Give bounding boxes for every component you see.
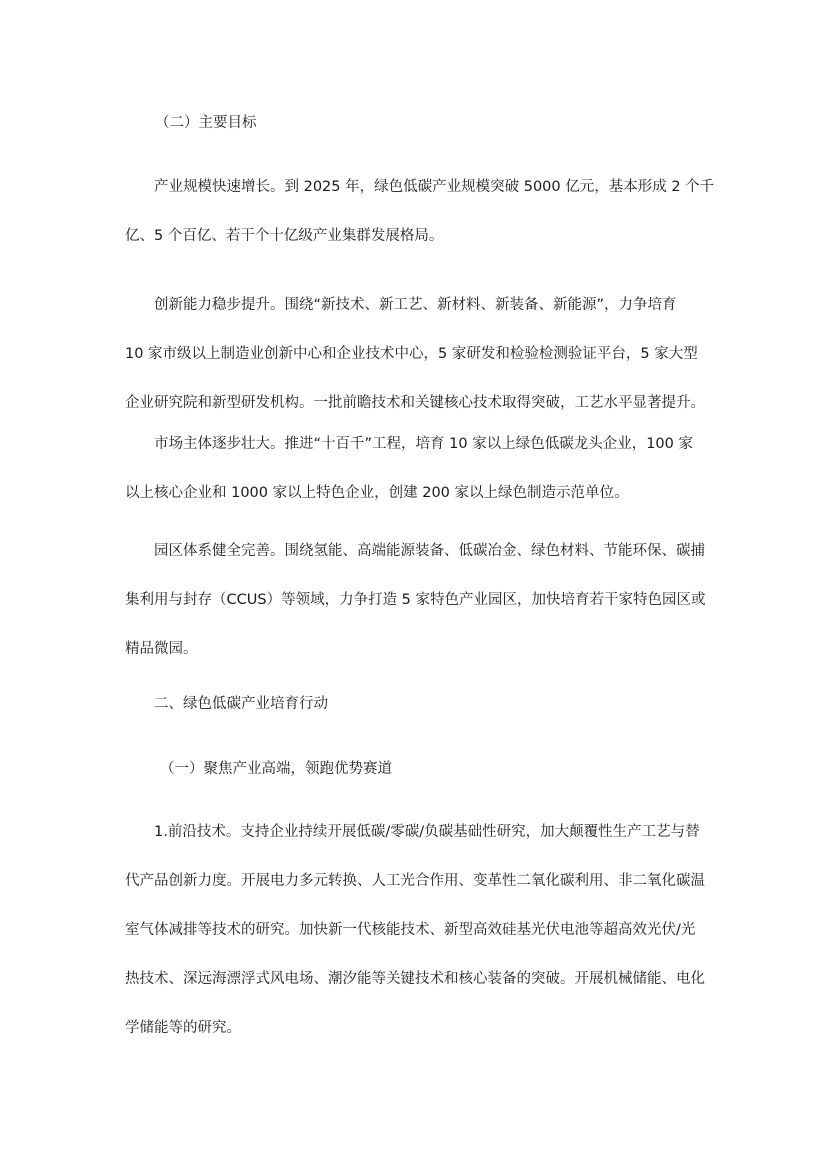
paragraph-line: 代产品创新力度。开展电力多元转换、人工光合作用、变革性二氧化碳利用、非二氧化碳温 — [125, 873, 705, 889]
paragraph-industry-scale — [125, 163, 715, 261]
paragraph-line: 集利用与封存（CCUS）等领域，力争打造 5 家特色产业园区，加快培育若干家特色园区或 — [125, 592, 706, 608]
heading-focus-high-end: （一）聚焦产业高端，领跑优势赛道 — [160, 761, 392, 777]
paragraph-line: 学储能等的研究。 — [125, 1020, 241, 1036]
paragraph-line: 园区体系健全完善。围绕氢能、高端能源装备、低碳冶金、绿色材料、节能环保、碳捕 — [154, 543, 705, 559]
paragraph-line: 10 家市级以上制造业创新中心和企业技术中心，5 家研发和检验检测验证平台，5 家大型 — [125, 346, 698, 362]
paragraph-line: 企业研究院和新型研发机构。一批前瞻技术和关键核心技术取得突破，工艺水平显著提升。 — [125, 395, 705, 411]
heading-section-2: 二、绿色低碳产业培育行动 — [154, 696, 328, 712]
heading-main-targets: （二）主要目标 — [155, 115, 257, 131]
paragraph-market-entities — [125, 420, 711, 518]
paragraph-line: 亿、5 个百亿、若干个十亿级产业集群发展格局。 — [125, 228, 444, 244]
paragraph-frontier-tech — [125, 808, 711, 1053]
paragraph-line: 以上核心企业和 1000 家以上特色企业，创建 200 家以上绿色制造示范单位。 — [125, 485, 629, 501]
paragraph-line: 热技术、深远海漂浮式风电场、潮汐能等关键技术和核心装备的突破。开展机械储能、电化 — [125, 971, 705, 987]
paragraph-line: 精品微园。 — [125, 641, 198, 657]
paragraph-line: 1.前沿技术。支持企业持续开展低碳/零碳/负碳基础性研究，加大颠覆性生产工艺与替 — [154, 824, 700, 840]
paragraph-line: 室气体减排等技术的研究。加快新一代核能技术、新型高效硅基光伏电池等超高效光伏/光 — [125, 922, 696, 938]
paragraph-innovation — [125, 281, 711, 428]
paragraph-park-system — [125, 527, 711, 674]
paragraph-line: 市场主体逐步壮大。推进“十百千”工程，培育 10 家以上绿色低碳龙头企业，100 家 — [154, 436, 693, 452]
paragraph-line: 产业规模快速增长。到 2025 年，绿色低碳产业规模突破 5000 亿元，基本形成 2 个千 — [154, 179, 715, 195]
paragraph-line: 创新能力稳步提升。围绕“新技术、新工艺、新材料、新装备、新能源”，力争培育 — [154, 297, 677, 313]
